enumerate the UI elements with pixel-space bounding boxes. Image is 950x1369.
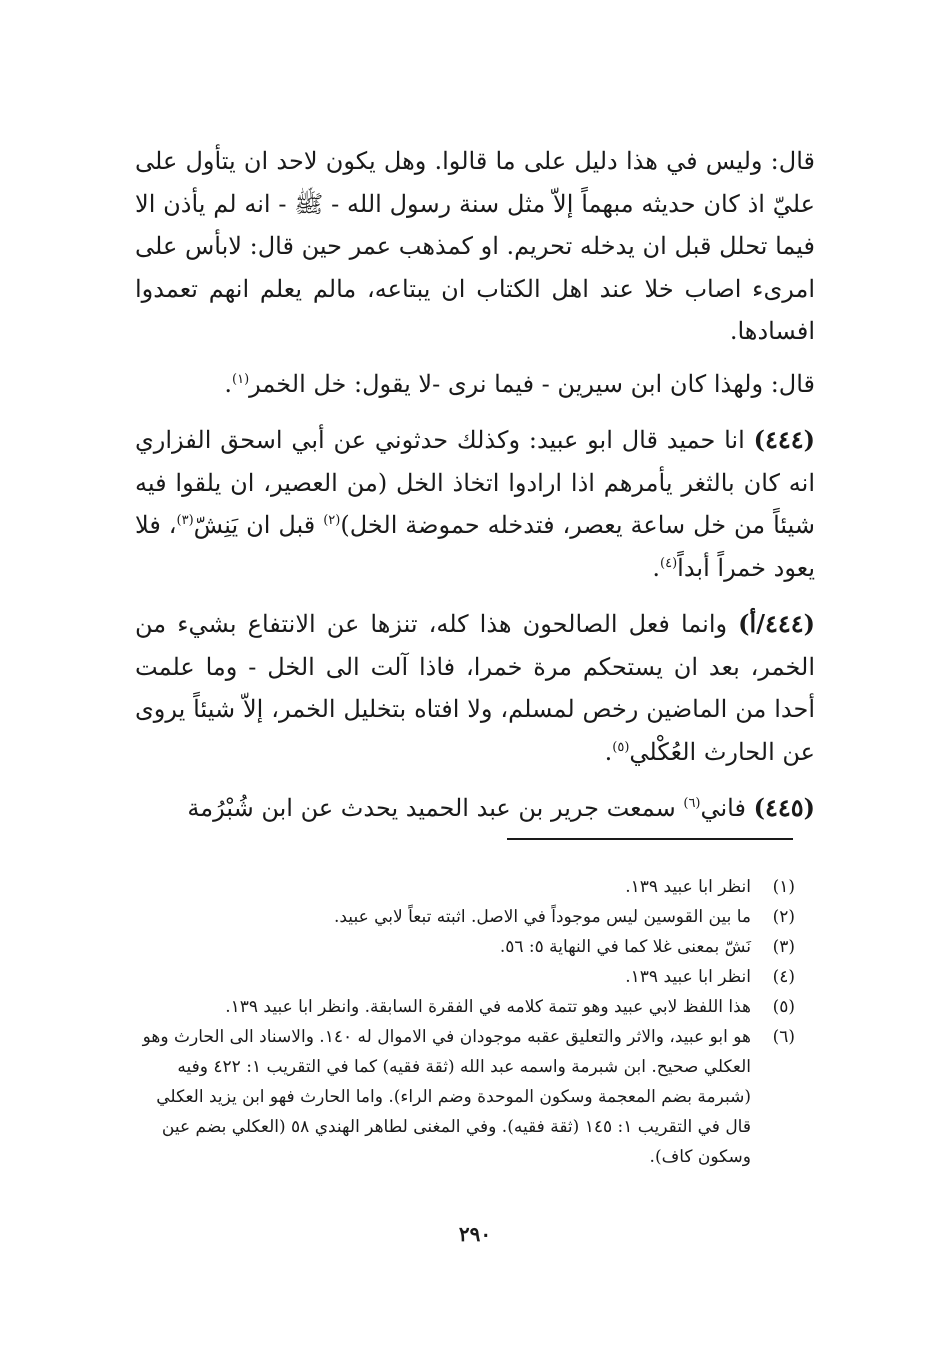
footnote-6 [130, 1022, 795, 1172]
paragraph-number-444a: (٤٤٤/أ) [738, 609, 815, 638]
footnote-1 [130, 872, 795, 902]
footnote-number: (٣) [772, 937, 795, 957]
page-number: ٢٩٠ [458, 1222, 492, 1246]
paragraph-444a [135, 603, 815, 773]
footnote-ref-6: (٦) [683, 796, 701, 811]
footnote-text: هذا اللفظ لابي عبيد وهو تتمة كلامه في الفقرة السابقة. وانظر ابا عبيد ١٣٩. [225, 997, 751, 1017]
main-text [135, 140, 815, 844]
paragraph-2 [135, 363, 815, 406]
footnote-text: انظر ابا عبيد ١٣٩. [625, 967, 751, 987]
footnote-number: (٥) [772, 997, 795, 1017]
paragraph-number-444: (٤٤٤) [753, 425, 816, 454]
footnote-divider [507, 838, 793, 840]
footnote-2 [130, 902, 795, 932]
footnote-ref-5: (٥) [612, 739, 630, 755]
footnote-ref-3: (٣) [176, 513, 194, 528]
paragraph-number-445: (٤٤٥) [753, 793, 815, 822]
paragraph-444-text-2: قبل ان يَنِشّ [193, 511, 316, 539]
paragraph-1-text: قال: وليس في هذا دليل على ما قالوا. وهل يكون لاحد ان يتأول على عليّ اذ كان حديثه مبهماً إلاّ مثل سنة رسول الله - ﷺ - انه لم يأذن الا فيما تحلل قبل ان يدخله تحريم. او كمذهب عمر حين قال: لابأس على امرىء اصاب خلا عند اهل الكتاب ان يبتاعه، مالم يعلم انهم تعمدوا افسادها. [135, 147, 815, 345]
paragraph-444 [135, 419, 815, 589]
footnote-ref-1: (١) [232, 371, 250, 387]
footnote-number: (٦) [772, 1027, 795, 1047]
footnotes [130, 872, 795, 1172]
paragraph-444-text-3: ، فلا يعود خمراً أبداً [135, 511, 815, 582]
footnote-number: (٢) [772, 907, 795, 927]
paragraph-444-end: . [652, 553, 661, 582]
paragraph-2-end: . [224, 369, 233, 398]
paragraph-444a-text: وانما فعل الصالحون هذا كله، تنزها عن الانتفاع بشيء من الخمر، بعد ان يستحكم مرة خمرا، فاذا آلت الى الخل - وما علمت أحدا من الماضين رخص لمسلم، ولا افتاه بتخليل الخمر، إلاّ شيئاً يروى عن الحارث العُكْلي [135, 610, 815, 766]
footnote-number: (٤) [772, 967, 795, 987]
paragraph-2-text: قال: ولهذا كان ابن سيرين - فيما نرى -لا يقول: خل الخمر [249, 369, 815, 398]
paragraph-444-text-1: انا حميد قال ابو عبيد: وكذلك حدثوني عن أبي اسحق الفزاري انه كان بالثغر يأمرهم اذا ارادوا اتخاذ الخل (من العصير، ان يلقوا فيه شيئاً من خل ساعة يعصر، فتدخله حموضة الخل) [135, 426, 816, 539]
paragraph-1 [135, 140, 815, 353]
footnote-5 [130, 992, 795, 1022]
footnote-text: هو ابو عبيد، والاثر والتعليق عقبه موجودان في الاموال له ١٤٠. والاسناد الى الحارث وهو العكلي صحيح. ابن شبرمة واسمه عبد الله (ثقة فقيه) كما في التقريب ١: ٤٢٢ وفيه (شبرمة بضم المعجمة وسكون الموحدة وضم الراء). واما الحارث فهو ابن يزيد العكلي قال في التقريب ١: ١٤٥ (ثقة فقيه). وفي المغنى لطاهر الهندي ٥٨ (العكلي بضم عين وسكون كاف). [142, 1027, 751, 1167]
footnote-text: ما بين القوسين ليس موجوداً في الاصل. اثبته تبعاً لابي عبيد. [333, 907, 751, 927]
footnote-3 [130, 932, 795, 962]
paragraph-445-text-2: سمعت جرير بن عبد الحميد يحدث عن ابن شُبْرُمة [187, 794, 676, 822]
footnote-ref-4: (٤) [660, 555, 678, 571]
footnote-text: نَشّ بمعنى غلا كما في النهاية ٥: ٥٦. [499, 937, 751, 957]
footnote-text: انظر ابا عبيد ١٣٩. [625, 877, 751, 897]
paragraph-445-text-1: فاني [700, 794, 746, 822]
paragraph-445 [135, 787, 815, 830]
footnote-ref-2: (٢) [323, 513, 341, 528]
paragraph-444a-end: . [604, 737, 613, 766]
footnote-number: (١) [772, 877, 795, 897]
footnote-4 [130, 962, 795, 992]
